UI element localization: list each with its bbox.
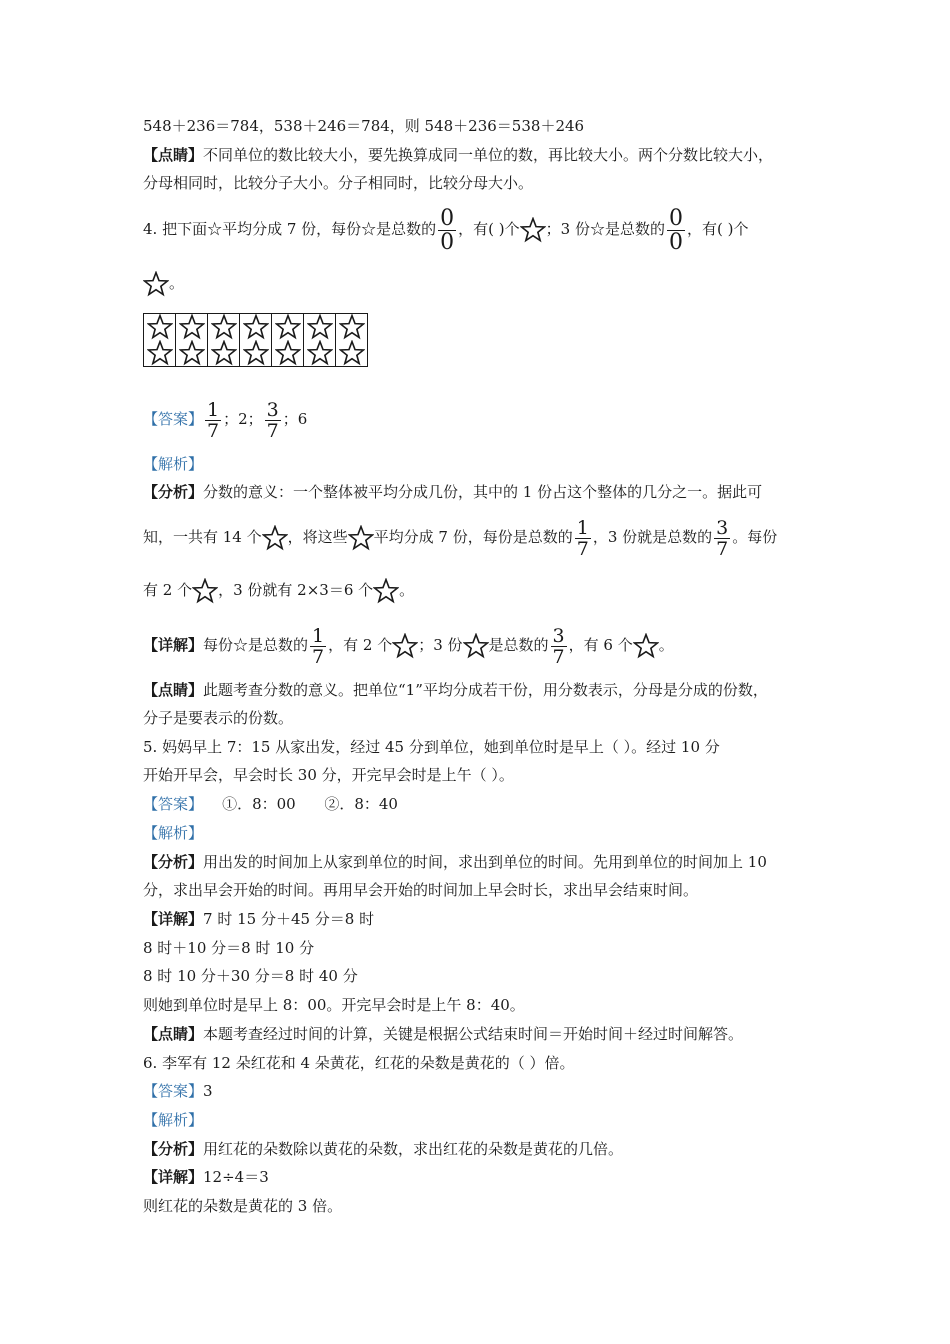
star-icon: [192, 578, 218, 604]
star-icon: [275, 340, 301, 366]
star-grid-cell: [208, 314, 240, 367]
star-grid-cell: [272, 314, 304, 367]
fraction-denominator: 7: [207, 419, 220, 442]
tip-label: 【点睛】: [143, 681, 204, 699]
star-icon: [211, 340, 237, 366]
q5-question-line-1: 5. 妈妈早上 7：15 从家出发，经过 45 分到单位，她到单位时是早上（ ）。经过 10 分: [143, 738, 720, 756]
tip-text: 此题考查分数的意义。把单位“1”平均分成若干份，用分数表示，分母是分成的份数，: [203, 681, 768, 699]
q5-detail-line-1: [143, 908, 374, 930]
blank-fraction: [667, 207, 685, 254]
answer-text: ；6: [282, 410, 308, 428]
fraction-denominator: 0: [440, 229, 455, 255]
q4-tip-line-2: 分子是要表示的份数。: [143, 709, 294, 727]
blank-fraction: [438, 207, 456, 254]
fenxi-text: ，将这些: [287, 528, 348, 546]
q6-answer-line: [143, 1080, 213, 1102]
answer-text: ①．8：00 ②．8：40: [203, 795, 398, 813]
detail-text: ；3 份: [418, 636, 463, 654]
detail-text: ，有 2 个: [328, 636, 393, 654]
answer-fraction: [265, 400, 281, 441]
star-icon: [147, 314, 173, 340]
detail-label: 【详解】: [143, 636, 204, 654]
analysis-label: 【解析】: [143, 1111, 204, 1129]
star-grid-cell: [304, 314, 336, 367]
detail-text: 是总数的: [488, 636, 549, 654]
star-grid-cell: [176, 314, 208, 367]
fraction-numerator: 0: [440, 205, 455, 231]
q4-text: ；3 份☆是总数的: [545, 220, 665, 238]
answer-label: 【答案】: [143, 1082, 204, 1100]
equation-line: 548＋236＝784，538＋246＝784，则 548＋236＝538＋246: [143, 117, 585, 135]
tip-text: 本题考查经过时间的计算，关键是根据公式结束时间＝开始时间＋经过时间解答。: [203, 1025, 744, 1043]
star-icon: [243, 340, 269, 366]
fraction-numerator: 3: [552, 624, 565, 647]
q5-question-line-2: 开始开早会，早会时长 30 分，开完早会时是上午（ ）。: [143, 766, 514, 784]
q4-answer-line: [143, 396, 307, 442]
answer-fraction: [205, 400, 221, 441]
answer-text: ；2；: [223, 410, 263, 428]
fraction: [575, 518, 591, 559]
fenxi-label: 【分析】: [143, 1140, 204, 1158]
answer-text: 3: [203, 1082, 213, 1100]
q4-question-line: [143, 206, 748, 254]
star-grid-cell: [240, 314, 272, 367]
star-icon: [463, 633, 489, 659]
detail-text: 每份☆是总数的: [203, 636, 309, 654]
fenxi-text: ，3 份就是总数的: [592, 528, 713, 546]
q6-detail-line-1: [143, 1166, 269, 1188]
fenxi-text: 用出发的时间加上从家到单位的时间，求出到单位的时间。先用到单位的时间加上 10: [203, 853, 767, 871]
detail-text: 7 时 15 分＋45 分＝8 时: [203, 910, 375, 928]
q5-fenxi-line-1: [143, 851, 767, 873]
star-icon: [307, 340, 333, 366]
analysis-label: 【解析】: [143, 824, 204, 842]
star-icon: [339, 340, 365, 366]
detail-text: 。: [658, 636, 674, 654]
fraction-numerator: 3: [716, 516, 729, 539]
star-grid: [143, 313, 368, 367]
detail-label: 【详解】: [143, 1168, 204, 1186]
tip-text: 不同单位的数比较大小，要先换算成同一单位的数，再比较大小。两个分数比较大小，: [203, 146, 774, 164]
fenxi-label: 【分析】: [143, 853, 204, 871]
fenxi-label: 【分析】: [143, 483, 204, 501]
star-icon: [275, 314, 301, 340]
q5-detail-line-3: 8 时 10 分＋30 分＝8 时 40 分: [143, 967, 358, 985]
q6-question-line: 6. 李军有 12 朵红花和 4 朵黄花，红花的朵数是黄花的（ ）倍。: [143, 1054, 575, 1072]
q6-fenxi-line: [143, 1138, 623, 1160]
star-icon: [147, 340, 173, 366]
fenxi-text: 知，一共有 14 个: [143, 528, 262, 546]
tip-label: 【点睛】: [143, 146, 204, 164]
q5-fenxi-line-2: 分，求出早会开始的时间。再用早会开始的时间加上早会时长，求出早会结束时间。: [143, 881, 699, 899]
fraction-denominator: 7: [576, 537, 589, 560]
star-icon: [348, 525, 374, 551]
fraction: [310, 626, 326, 667]
star-icon: [373, 578, 399, 604]
q4-fenxi-line-2: [143, 514, 777, 560]
fraction-denominator: 7: [266, 419, 279, 442]
star-grid-cell: [336, 314, 368, 367]
answer-label: 【答案】: [143, 410, 204, 428]
fenxi-text: 。每份: [732, 528, 778, 546]
detail-text: ，有 6 个: [568, 636, 633, 654]
detail-label: 【详解】: [143, 910, 204, 928]
fenxi-text: 平均分成 7 份，每份是总数的: [373, 528, 573, 546]
fraction: [551, 626, 567, 667]
q5-answer-line: [143, 793, 398, 815]
star-icon: [520, 217, 546, 243]
fraction-numerator: 1: [576, 516, 589, 539]
star-icon: [307, 314, 333, 340]
star-icon: [339, 314, 365, 340]
tip-line-2: 分母相同时，比较分子大小。分子相同时，比较分母大小。: [143, 174, 534, 192]
q4-text: 4. 把下面☆平均分成 7 份，每份☆是总数的: [143, 220, 437, 238]
star-icon: [211, 314, 237, 340]
q4-tip-line-1: [143, 679, 768, 701]
q4-text: ，有( )个: [458, 220, 520, 238]
fenxi-text: 有 2 个: [143, 581, 193, 599]
fraction-numerator: 3: [266, 398, 279, 421]
fenxi-text: 。: [399, 581, 415, 599]
star-icon: [179, 340, 205, 366]
fraction: [714, 518, 730, 559]
star-icon: [633, 633, 659, 659]
q4-fenxi-line-3: [143, 575, 414, 605]
detail-text: 12÷4＝3: [203, 1168, 269, 1186]
q4-text: ，有( )个: [686, 220, 749, 238]
star-icon: [262, 525, 288, 551]
q5-detail-line-2: 8 时＋10 分＝8 时 10 分: [143, 939, 315, 957]
q5-detail-line-4: 则她到单位时是早上 8：00。开完早会时是上午 8：40。: [143, 996, 525, 1014]
fraction-denominator: 7: [552, 645, 565, 668]
star-icon: [243, 314, 269, 340]
star-grid-cell: [144, 314, 176, 367]
fenxi-text: 分数的意义：一个整体被平均分成几份，其中的 1 份占这个整体的几分之一。据此可: [203, 483, 763, 501]
tip-label: 【点睛】: [143, 1025, 204, 1043]
tip-line-1: [143, 144, 773, 166]
q6-detail-line-2: 则红花的朵数是黄花的 3 倍。: [143, 1197, 343, 1215]
q4-detail-line: [143, 622, 674, 668]
fraction-denominator: 0: [668, 229, 683, 255]
q4-fenxi-line-1: [143, 481, 762, 503]
fenxi-text: 用红花的朵数除以黄花的朵数，求出红花的朵数是黄花的几倍。: [203, 1140, 624, 1158]
star-icon: [179, 314, 205, 340]
fraction-denominator: 7: [716, 537, 729, 560]
fraction-numerator: 1: [312, 624, 325, 647]
q4-question-line-2: [143, 269, 184, 297]
q4-text: 。: [169, 274, 185, 292]
q5-tip-line: [143, 1023, 743, 1045]
fraction-numerator: 1: [207, 398, 220, 421]
answer-label: 【答案】: [143, 795, 204, 813]
analysis-label: 【解析】: [143, 455, 204, 473]
fenxi-text: ，3 份就有 2×3＝6 个: [218, 581, 374, 599]
star-icon: [392, 633, 418, 659]
fraction-denominator: 7: [312, 645, 325, 668]
fraction-numerator: 0: [668, 205, 683, 231]
star-icon: [143, 271, 169, 297]
